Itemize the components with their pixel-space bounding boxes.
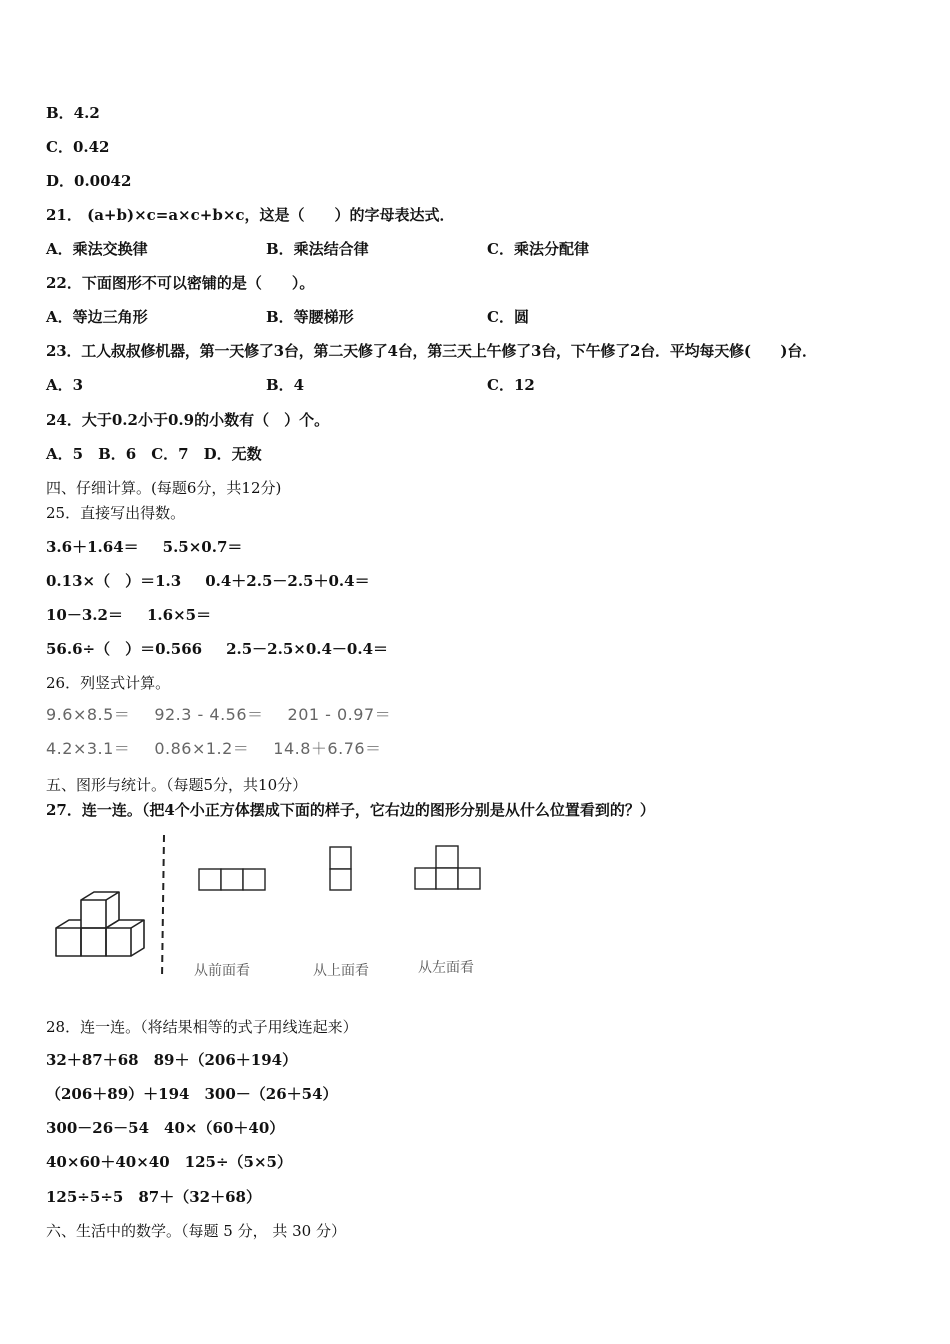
q28-row: 300－26－54 40×（60＋40） — [46, 1119, 285, 1137]
q26-expr: 0.86×1.2＝ — [154, 739, 250, 758]
q21-option-c: C．乘法分配律 — [487, 240, 589, 258]
q25-expr: 0.13×（ ）＝1.3 — [46, 572, 182, 590]
q25-expr: 0.4＋2.5－2.5＋0.4＝ — [205, 572, 370, 590]
q23-options — [46, 375, 535, 395]
q27-stem: 27．连一连。（把4个小正方体摆成下面的样子，它右边的图形分别是从什么位置看到的？） — [46, 801, 655, 819]
caption-front-view: 从前面看 — [194, 963, 250, 979]
q23-option-b: B．4 — [266, 376, 305, 394]
q25-row — [46, 605, 211, 625]
q26-row — [46, 705, 391, 725]
q24-options: A．5 B．6 C．7 D．无数 — [46, 445, 262, 463]
q25-expr: 2.5－2.5×0.4－0.4＝ — [226, 640, 389, 658]
q28-row: 32＋87＋68 89＋（206＋194） — [46, 1051, 298, 1069]
q25-expr: 5.5×0.7＝ — [162, 538, 243, 556]
front-view-drawing — [199, 869, 265, 890]
q25-row — [46, 537, 242, 557]
q26-expr: 14.8＋6.76＝ — [273, 739, 382, 758]
q28-row: （206＋89）＋194 300－（26＋54） — [46, 1085, 338, 1103]
section-6-title: 六、生活中的数学。（每题 5 分， 共 30 分） — [46, 1222, 346, 1240]
option-c: C．0.42 — [46, 138, 110, 156]
q28-stem: 28．连一连。（将结果相等的式子用线连起来） — [46, 1018, 358, 1036]
section-4-title: 四、仔细计算。(每题6分，共12分) — [46, 479, 282, 497]
caption-left-view: 从左面看 — [418, 960, 474, 976]
q23-option-c: C．12 — [487, 376, 535, 394]
q26-expr: 201 - 0.97＝ — [287, 705, 392, 724]
q21-option-b: B．乘法结合律 — [266, 240, 369, 258]
q23-stem: 23．工人叔叔修机器，第一天修了3台，第二天修了4台，第三天上午修了3台，下午修了2台．平均每天修( )台． — [46, 342, 817, 360]
q26-expr: 9.6×8.5＝ — [46, 705, 131, 724]
q26-expr: 4.2×3.1＝ — [46, 739, 131, 758]
caption-top-view: 从上面看 — [313, 963, 369, 979]
divider-dashed-line — [162, 835, 164, 979]
q22-option-b: B．等腰梯形 — [266, 308, 354, 326]
option-b: B．4.2 — [46, 104, 100, 122]
section-5-title: 五、图形与统计。（每题5分，共10分） — [46, 776, 308, 794]
q25-expr: 10－3.2＝ — [46, 606, 123, 624]
option-d: D．0.0042 — [46, 172, 132, 190]
q25-expr: 3.6＋1.64＝ — [46, 538, 139, 556]
q23-option-a: A．3 — [46, 376, 84, 394]
q21-stem: 21． (a+b)×c=a×c+b×c，这是（ ）的字母表达式． — [46, 206, 455, 224]
cube-stack-drawing — [56, 892, 144, 956]
q28-row: 125÷5÷5 87＋（32＋68） — [46, 1188, 261, 1206]
left-view-drawing — [415, 846, 480, 889]
q25-stem: 25．直接写出得数。 — [46, 504, 186, 522]
q25-row — [46, 571, 370, 591]
q26-row — [46, 739, 382, 759]
q25-row — [46, 639, 388, 659]
q22-option-c: C．圆 — [487, 308, 529, 326]
q24-stem: 24．大于0.2小于0.9的小数有（ ）个。 — [46, 411, 330, 429]
q21-options — [46, 239, 589, 259]
q22-stem: 22．下面图形不可以密铺的是（ ）。 — [46, 274, 315, 292]
q25-expr: 56.6÷（ ）＝0.566 — [46, 640, 203, 658]
q28-row: 40×60＋40×40 125÷（5×5） — [46, 1153, 292, 1171]
q22-options — [46, 307, 529, 327]
q22-option-a: A．等边三角形 — [46, 308, 148, 326]
q21-option-a: A．乘法交换律 — [46, 240, 148, 258]
q25-expr: 1.6×5＝ — [146, 606, 212, 624]
q26-expr: 92.3 - 4.56＝ — [154, 705, 264, 724]
top-view-drawing — [330, 847, 351, 890]
q26-stem: 26．列竖式计算。 — [46, 674, 171, 692]
